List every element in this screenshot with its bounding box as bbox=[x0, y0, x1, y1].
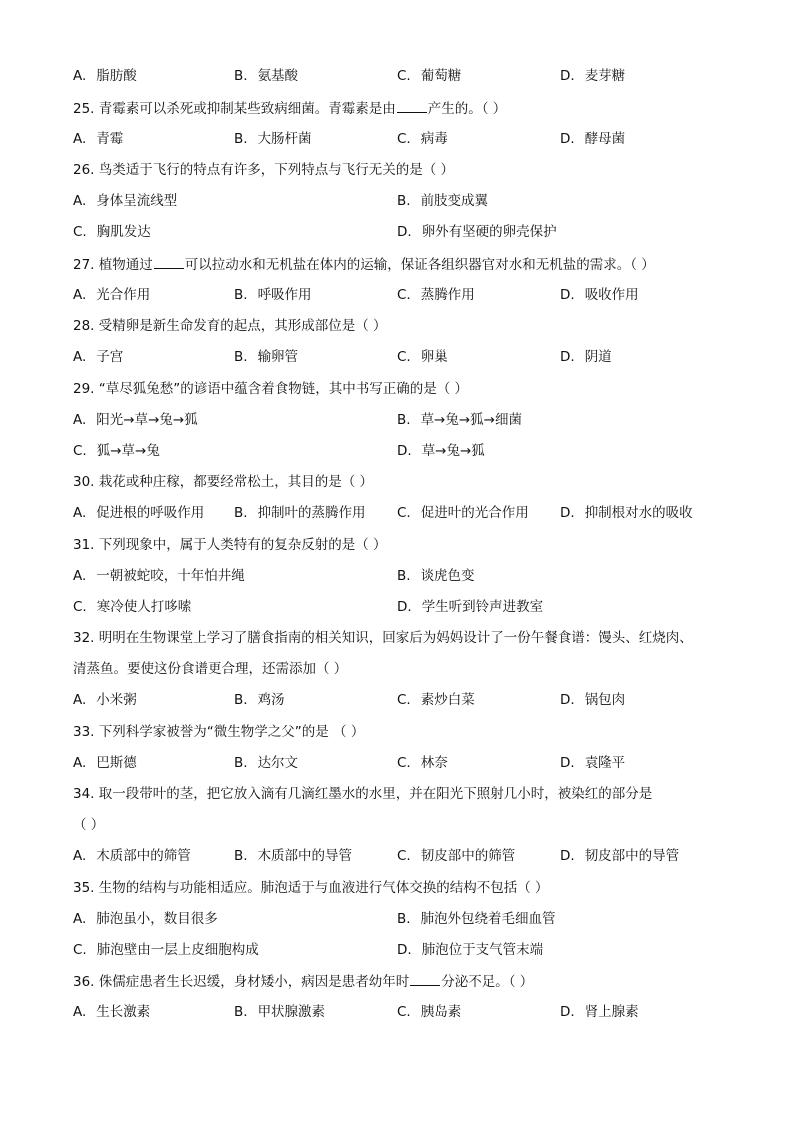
question-stem: 35. 生物的结构与功能相适应。肺泡适于与血液进行气体交换的结构不包括（ ） bbox=[73, 880, 549, 896]
option-letter: B. bbox=[397, 568, 411, 584]
option-a bbox=[73, 1002, 150, 1022]
option-letter: B. bbox=[234, 848, 248, 864]
option-letter: C. bbox=[397, 349, 411, 365]
option-c bbox=[397, 753, 448, 773]
option-a bbox=[73, 191, 177, 211]
option-letter: D. bbox=[560, 692, 575, 708]
option-b bbox=[234, 753, 298, 773]
option-letter: A. bbox=[73, 287, 87, 303]
option-text: 肺泡壁由一层上皮细胞构成 bbox=[96, 942, 259, 958]
option-b bbox=[234, 129, 312, 149]
option-c bbox=[73, 441, 160, 461]
option-text: 一朝被蛇咬，十年怕井绳 bbox=[96, 568, 245, 584]
option-a bbox=[73, 66, 137, 86]
option-a bbox=[73, 347, 123, 367]
option-letter: D. bbox=[560, 755, 575, 771]
option-text: 肺泡位于支气管末端 bbox=[421, 942, 544, 958]
option-letter: C. bbox=[397, 848, 411, 864]
option-text: 卵巢 bbox=[420, 349, 448, 365]
option-letter: B. bbox=[397, 412, 411, 428]
option-d bbox=[560, 690, 625, 710]
option-letter: A. bbox=[73, 68, 87, 84]
option-text: 脂肪酸 bbox=[96, 68, 137, 84]
option-b bbox=[234, 690, 285, 710]
option-text: 卵外有坚硬的卵壳保护 bbox=[421, 224, 557, 240]
option-letter: D. bbox=[397, 599, 412, 615]
option-d bbox=[560, 503, 693, 523]
option-d bbox=[397, 222, 557, 242]
option-text: 草→兔→狐 bbox=[421, 443, 485, 459]
option-d bbox=[560, 66, 625, 86]
option-d bbox=[560, 846, 679, 866]
option-b bbox=[234, 846, 352, 866]
option-c bbox=[397, 846, 515, 866]
option-a bbox=[73, 566, 245, 586]
option-text: 巴斯德 bbox=[96, 755, 137, 771]
option-a bbox=[73, 285, 150, 305]
option-a bbox=[73, 909, 218, 929]
option-a bbox=[73, 410, 198, 430]
option-d bbox=[397, 441, 485, 461]
option-d bbox=[560, 753, 625, 773]
option-text: 甲状腺激素 bbox=[257, 1004, 326, 1020]
option-text: 阳光→草→兔→狐 bbox=[96, 412, 198, 428]
option-a bbox=[73, 846, 191, 866]
option-b bbox=[234, 285, 312, 305]
option-text: 生长激素 bbox=[96, 1004, 151, 1020]
option-text: 寒冷使人打哆嗦 bbox=[96, 599, 192, 615]
option-a bbox=[73, 690, 137, 710]
option-text: 小米粥 bbox=[96, 692, 137, 708]
option-letter: B. bbox=[397, 911, 411, 927]
option-d bbox=[397, 597, 543, 617]
option-text: 氨基酸 bbox=[257, 68, 299, 84]
option-text: 阴道 bbox=[584, 349, 612, 365]
option-c bbox=[397, 129, 448, 149]
option-b bbox=[234, 347, 298, 367]
option-text: 病毒 bbox=[420, 131, 448, 147]
option-text: 前肢变成翼 bbox=[420, 193, 489, 209]
option-c bbox=[73, 222, 151, 242]
question-stem: 28. 受精卵是新生命发育的起点，其形成部位是（ ） bbox=[73, 318, 387, 334]
option-text: 抑制叶的蒸腾作用 bbox=[257, 505, 366, 521]
option-text: 肺泡外包绕着毛细血管 bbox=[420, 911, 556, 927]
option-b bbox=[234, 503, 366, 523]
option-letter: C. bbox=[397, 68, 411, 84]
option-letter: B. bbox=[234, 1004, 248, 1020]
option-text: 谈虎色变 bbox=[420, 568, 475, 584]
option-letter: C. bbox=[73, 599, 87, 615]
option-letter: C. bbox=[397, 755, 411, 771]
option-a bbox=[73, 503, 204, 523]
option-text: 木质部中的导管 bbox=[257, 848, 353, 864]
option-text: 林奈 bbox=[420, 755, 448, 771]
option-text: 鸡汤 bbox=[257, 692, 285, 708]
option-letter: C. bbox=[397, 287, 411, 303]
option-text: 袁隆平 bbox=[584, 755, 626, 771]
option-letter: D. bbox=[560, 848, 575, 864]
option-text: 达尔文 bbox=[257, 755, 299, 771]
option-letter: B. bbox=[397, 193, 411, 209]
option-letter: D. bbox=[560, 131, 575, 147]
option-letter: C. bbox=[73, 224, 87, 240]
option-a bbox=[73, 129, 123, 149]
option-text: 肺泡虽小，数目很多 bbox=[96, 911, 218, 927]
option-text: 子宫 bbox=[96, 349, 124, 365]
option-letter: D. bbox=[397, 224, 412, 240]
option-text: 胸肌发达 bbox=[96, 224, 151, 240]
option-text: 输卵管 bbox=[257, 349, 299, 365]
option-c bbox=[397, 347, 448, 367]
option-letter: D. bbox=[560, 1004, 575, 1020]
option-c bbox=[73, 940, 259, 960]
option-text: 呼吸作用 bbox=[257, 287, 312, 303]
option-letter: B. bbox=[234, 692, 248, 708]
question-stem: 29. “草尽狐兔愁”的谚语中蕴含着食物链，其中书写正确的是（ ） bbox=[73, 381, 469, 397]
option-text: 身体呈流线型 bbox=[96, 193, 178, 209]
question-stem: 25. 青霉素可以杀死或抑制某些致病细菌。青霉素是由 产生的。（ ） bbox=[73, 98, 506, 119]
option-letter: D. bbox=[560, 68, 575, 84]
option-text: 狐→草→兔 bbox=[96, 443, 160, 459]
option-c bbox=[397, 66, 461, 86]
option-letter: B. bbox=[234, 131, 248, 147]
option-text: 锅包肉 bbox=[584, 692, 626, 708]
option-letter: A. bbox=[73, 692, 87, 708]
option-b bbox=[397, 566, 475, 586]
option-a bbox=[73, 753, 137, 773]
option-letter: A. bbox=[73, 505, 87, 521]
option-letter: A. bbox=[73, 755, 87, 771]
option-b bbox=[234, 66, 298, 86]
option-letter: A. bbox=[73, 1004, 87, 1020]
option-d bbox=[560, 347, 612, 367]
option-b bbox=[397, 909, 556, 929]
option-d bbox=[560, 285, 639, 305]
option-letter: A. bbox=[73, 911, 87, 927]
option-text: 葡萄糖 bbox=[420, 68, 462, 84]
option-letter: B. bbox=[234, 505, 248, 521]
option-letter: B. bbox=[234, 349, 248, 365]
option-text: 促进叶的光合作用 bbox=[420, 505, 529, 521]
option-text: 韧皮部中的导管 bbox=[584, 848, 680, 864]
option-letter: C. bbox=[397, 131, 411, 147]
option-letter: D. bbox=[397, 942, 412, 958]
option-letter: A. bbox=[73, 412, 87, 428]
option-text: 酵母菌 bbox=[584, 131, 626, 147]
option-text: 促进根的呼吸作用 bbox=[96, 505, 205, 521]
option-c bbox=[397, 1002, 461, 1022]
option-b bbox=[234, 1002, 325, 1022]
option-letter: C. bbox=[73, 443, 87, 459]
option-letter: C. bbox=[73, 942, 87, 958]
option-text: 抑制根对水的吸收 bbox=[584, 505, 693, 521]
option-text: 素炒白菜 bbox=[420, 692, 475, 708]
option-d bbox=[397, 940, 543, 960]
question-stem: 31. 下列现象中，属于人类特有的复杂反射的是（ ） bbox=[73, 537, 387, 553]
option-letter: D. bbox=[397, 443, 412, 459]
option-text: 肾上腺素 bbox=[584, 1004, 639, 1020]
option-text: 光合作用 bbox=[96, 287, 151, 303]
option-letter: A. bbox=[73, 131, 87, 147]
option-text: 木质部中的筛管 bbox=[96, 848, 191, 864]
option-c bbox=[397, 503, 529, 523]
option-letter: D. bbox=[560, 505, 575, 521]
question-stem: 26. 鸟类适于飞行的特点有许多，下列特点与飞行无关的是（ ） bbox=[73, 162, 455, 178]
option-text: 蒸腾作用 bbox=[420, 287, 475, 303]
option-letter: D. bbox=[560, 287, 575, 303]
option-b bbox=[397, 191, 488, 211]
option-text: 胰岛素 bbox=[420, 1004, 462, 1020]
option-letter: A. bbox=[73, 848, 87, 864]
option-text: 韧皮部中的筛管 bbox=[420, 848, 516, 864]
option-text: 学生听到铃声进教室 bbox=[421, 599, 544, 615]
option-c bbox=[397, 285, 475, 305]
question-stem-continued: 清蒸鱼。要使这份食谱更合理，还需添加（ ） bbox=[73, 661, 348, 677]
option-letter: B. bbox=[234, 755, 248, 771]
option-text: 青霉 bbox=[96, 131, 124, 147]
question-stem-continued: （ ） bbox=[73, 817, 105, 833]
question-stem: 30. 栽花或种庄稼，都要经常松土，其目的是（ ） bbox=[73, 474, 374, 490]
option-c bbox=[73, 597, 191, 617]
option-d bbox=[560, 129, 625, 149]
option-letter: C. bbox=[397, 692, 411, 708]
option-letter: A. bbox=[73, 568, 87, 584]
option-letter: B. bbox=[234, 68, 248, 84]
option-text: 大肠杆菌 bbox=[257, 131, 312, 147]
option-letter: D. bbox=[560, 349, 575, 365]
question-stem: 32. 明明在生物课堂上学习了膳食指南的相关知识，回家后为妈妈设计了一份午餐食谱：馒头、红烧肉、 bbox=[73, 630, 693, 646]
option-letter: A. bbox=[73, 349, 87, 365]
question-stem: 27. 植物通过 可以拉动水和无机盐在体内的运输，保证各组织器官对水和无机盐的需求。（ ） bbox=[73, 254, 655, 275]
option-letter: A. bbox=[73, 193, 87, 209]
question-stem: 36. 侏儒症患者生长迟缓，身材矮小，病因是患者幼年时 分泌不足。（ ） bbox=[73, 971, 533, 992]
option-letter: C. bbox=[397, 1004, 411, 1020]
option-b bbox=[397, 410, 522, 430]
answer-blank bbox=[397, 98, 427, 113]
answer-blank bbox=[410, 971, 440, 986]
option-letter: C. bbox=[397, 505, 411, 521]
question-stem: 34. 取一段带叶的茎，把它放入滴有几滴红墨水的水里，并在阳光下照射几小时，被染红的部分是 bbox=[73, 786, 653, 802]
answer-blank bbox=[154, 254, 184, 269]
question-stem: 33. 下列科学家被誉为“微生物学之父”的是 （ ） bbox=[73, 724, 365, 740]
option-letter: B. bbox=[234, 287, 248, 303]
option-text: 草→兔→狐→细菌 bbox=[420, 412, 522, 428]
option-d bbox=[560, 1002, 639, 1022]
option-text: 麦芽糖 bbox=[584, 68, 626, 84]
option-text: 吸收作用 bbox=[584, 287, 639, 303]
option-c bbox=[397, 690, 475, 710]
